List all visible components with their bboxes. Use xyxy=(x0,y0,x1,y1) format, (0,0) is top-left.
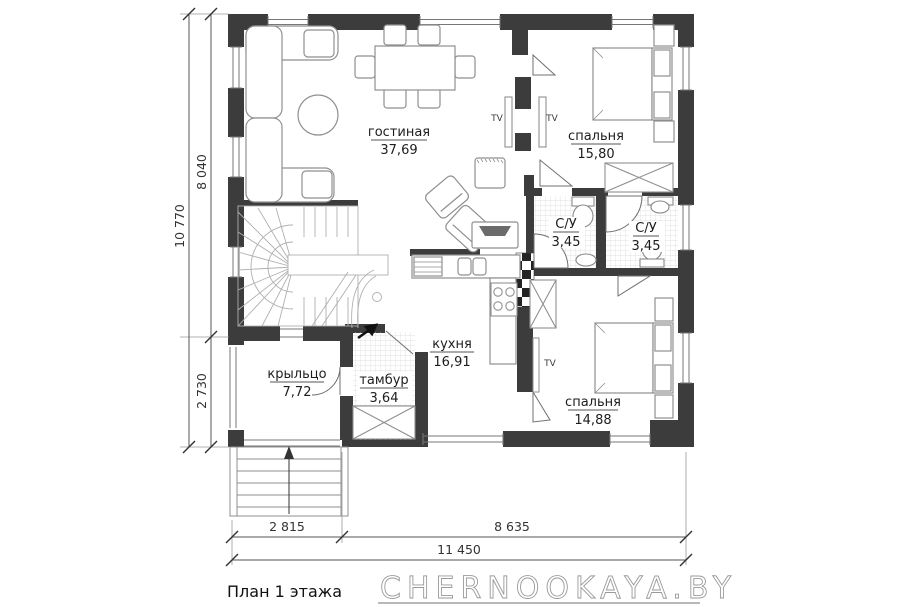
porch-window-bottom xyxy=(244,440,340,446)
dim-bottom-total: 11 450 xyxy=(437,542,481,557)
room-area: 15,80 xyxy=(577,147,615,162)
label-porch xyxy=(267,367,326,400)
entry-stairs xyxy=(230,446,348,516)
window-bottom-2 xyxy=(610,433,650,445)
room-area: 37,69 xyxy=(380,143,418,158)
bedroom2-door-leaf xyxy=(533,392,550,422)
window-left-2 xyxy=(230,137,242,177)
window-right-3 xyxy=(680,333,692,383)
label-bedroom-2 xyxy=(565,395,621,428)
bedroom2-closet-leaf xyxy=(618,276,650,296)
porch-window-left xyxy=(230,347,236,428)
label-bath-1 xyxy=(549,217,585,250)
tv-label-bedroom1: TV xyxy=(546,114,558,124)
room-name: тамбур xyxy=(359,373,409,388)
room-name: крыльцо xyxy=(267,367,327,382)
plan-title: План 1 этажа xyxy=(227,582,342,601)
dim-left-upper: 8 040 xyxy=(194,154,209,190)
window-right-2 xyxy=(680,205,692,250)
bed-1 xyxy=(593,25,674,142)
watermark xyxy=(378,571,737,606)
dim-bottom-right: 8 635 xyxy=(494,519,530,534)
window-left-1 xyxy=(230,47,242,88)
dim-bottom-left: 2 815 xyxy=(269,519,305,534)
room-name: гостиная xyxy=(367,125,431,140)
dim-left-total: 10 770 xyxy=(172,204,187,248)
vestibule-closet xyxy=(353,406,415,439)
label-vestibule xyxy=(357,372,412,406)
window-right-1 xyxy=(680,47,692,90)
tv-label-bedroom2: TV xyxy=(544,359,556,369)
room-area: 3,45 xyxy=(631,239,661,254)
room-name: кухня xyxy=(432,337,472,352)
tv-label-living: TV xyxy=(491,114,503,124)
dim-left-lower: 2 730 xyxy=(194,373,209,409)
room-name: С/У xyxy=(555,217,577,232)
side-table xyxy=(475,158,505,188)
bedroom1-door-leaf xyxy=(533,55,555,75)
label-bedroom-1 xyxy=(568,129,624,162)
label-kitchen xyxy=(430,337,474,370)
room-name: спальня xyxy=(568,129,624,144)
room-area: 3,64 xyxy=(369,391,399,406)
dining-set xyxy=(355,25,475,108)
room-area: 3,45 xyxy=(551,235,581,250)
label-living-room xyxy=(368,125,430,158)
tv-panel-bedroom2 xyxy=(533,338,539,392)
window-top-3 xyxy=(612,16,653,28)
tv-stand-living xyxy=(472,222,518,248)
room-area: 16,91 xyxy=(433,355,471,370)
room-area: 7,72 xyxy=(282,385,312,400)
coffee-table xyxy=(298,95,338,135)
bath1-door-leaf xyxy=(540,160,572,186)
interior-staircase xyxy=(238,206,388,328)
room-name: С/У xyxy=(635,221,657,236)
wardrobe-2 xyxy=(530,280,556,328)
room-area: 14,88 xyxy=(574,413,612,428)
porch-window-top xyxy=(280,329,303,337)
window-left-3 xyxy=(230,247,242,277)
wardrobe-1 xyxy=(605,163,673,192)
label-bath-2 xyxy=(629,221,665,254)
watermark-text: CHERNOOKAYA.BY xyxy=(380,571,738,606)
window-bottom-1 xyxy=(423,433,503,445)
room-name: спальня xyxy=(565,395,621,410)
stove xyxy=(491,283,517,316)
